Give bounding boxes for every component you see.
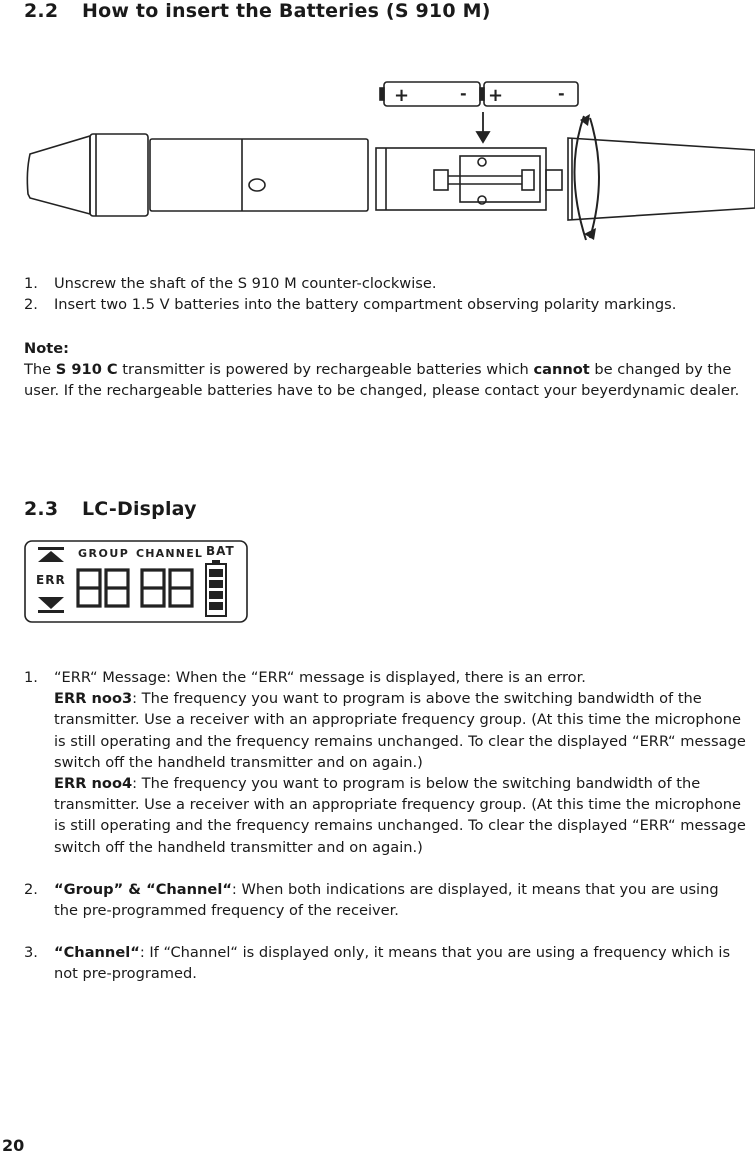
list-item: 3. “Channel“: If “Channel“ is displayed only, it means that you are using a frequency which is not pre-programed. xyxy=(24,944,731,983)
list-item: 2. “Group” & “Channel“: When both indications are displayed, it means that you are using the pre-programmed frequency of the receiver. xyxy=(24,880,719,920)
section-number: 2.2 xyxy=(24,0,59,22)
lcd-items-list xyxy=(24,667,746,985)
list-item: 2. Insert two 1.5 V batteries into the battery compartment observing polarity markings. xyxy=(24,296,677,314)
battery-1-plus: + xyxy=(394,85,410,106)
section-number: 2.3 xyxy=(24,498,59,520)
lcd-bat-label: BAT xyxy=(206,544,235,558)
list-item: 1. “ERR“ Message: When the “ERR“ message is displayed, there is an error. xyxy=(24,669,586,686)
note-label: Note: xyxy=(24,340,69,357)
insert-arrow-icon xyxy=(477,112,489,142)
microphone-grille xyxy=(27,136,90,214)
lcd-err-label: ERR xyxy=(36,573,66,587)
battery-2-minus: - xyxy=(558,84,565,103)
battery-insertion-illustration xyxy=(24,72,755,252)
section-title: How to insert the Batteries (S 910 M) xyxy=(82,0,491,22)
lc-display-illustration xyxy=(24,540,248,624)
battery-compartment xyxy=(376,148,546,210)
section-title: LC-Display xyxy=(82,498,197,520)
note-text: The S 910 C transmitter is powered by rechargeable batteries which cannot be changed by the user. If the rechargeable batteries have to be changed, please contact your beyerdynamic dealer. xyxy=(24,361,740,400)
section-heading-2-2 xyxy=(24,0,491,22)
lcd-channel-label: CHANNEL xyxy=(136,547,204,560)
rotate-counterclockwise-icon xyxy=(574,116,599,240)
lcd-group-label: GROUP xyxy=(78,547,130,560)
battery-2-plus: + xyxy=(488,85,504,106)
list-item: 1. Unscrew the shaft of the S 910 M counter-clockwise. xyxy=(24,275,437,292)
power-button-icon xyxy=(249,179,265,191)
err-noo3-description: ERR noo3: The frequency you want to program is above the switching bandwidth of the transmitter. Use a receiver with an appropriate frequency group. (At this time the microphone is still operating and the frequency remains unchanged. To clear the displayed “ERR“ message switch off the handheld transmitter and on again.) xyxy=(54,690,746,771)
battery-1-minus: - xyxy=(460,84,467,103)
err-noo4-description: ERR noo4: The frequency you want to program is below the switching bandwidth of the transmitter. Use a receiver with an appropriate frequency group. (At this time the microphone is still operating and the frequency remains unchanged. To clear the displayed “ERR“ message switch off the handheld transmitter and on again.) xyxy=(54,775,746,856)
microphone-handle xyxy=(150,139,368,211)
note-block xyxy=(24,338,746,402)
page-number: 20 xyxy=(2,1136,25,1155)
microphone-collar xyxy=(90,134,148,216)
section-heading-2-3 xyxy=(24,498,197,520)
steps-list-2-2 xyxy=(24,273,744,315)
